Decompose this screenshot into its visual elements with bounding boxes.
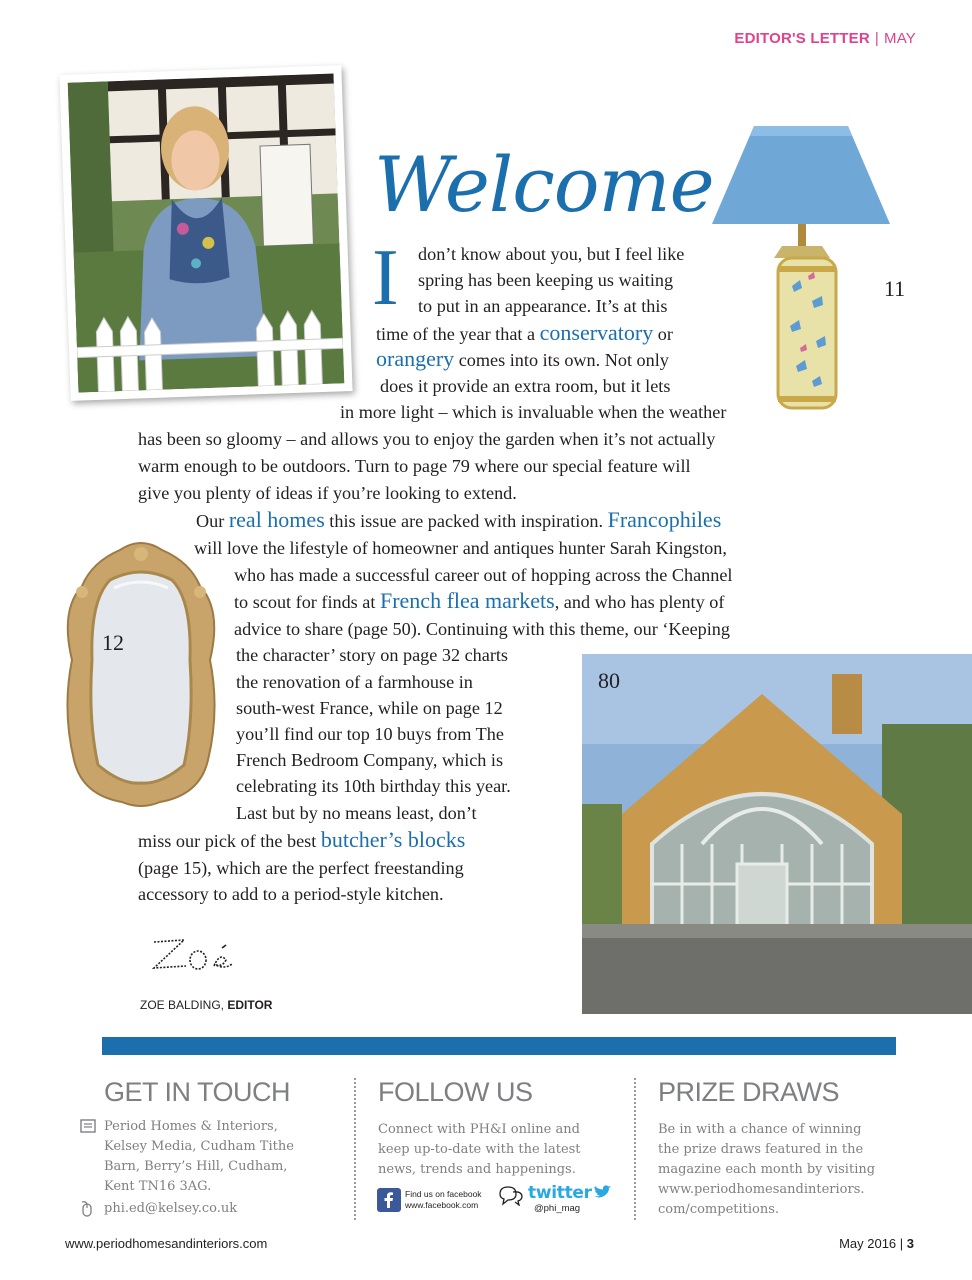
real-homes-link: real homes — [228, 507, 325, 532]
get-in-touch-heading: GET IN TOUCH — [104, 1077, 291, 1107]
editor-byline: ZOE BALDING, EDITOR — [140, 998, 273, 1012]
body-line: miss our pick of the best butcher’s blocks — [138, 827, 466, 852]
contact-email[interactable]: phi.ed@kelsey.co.uk — [104, 1201, 238, 1216]
twitter-bird-icon — [593, 1185, 611, 1204]
column-divider — [354, 1078, 356, 1220]
issue-month: MAY — [884, 30, 916, 47]
prize-draws-heading: PRIZE DRAWS — [658, 1077, 840, 1107]
body-line: accessory to add to a period-style kitchen. — [138, 884, 444, 904]
body-line: south-west France, while on page 12 — [236, 698, 503, 718]
conservatory-photo — [582, 654, 972, 1014]
lamp-page-ref: 11 — [884, 276, 906, 301]
orangery-link: orangery — [376, 346, 455, 371]
body-line: French Bedroom Company, which is — [236, 750, 504, 770]
body-line: warm enough to be outdoors. Turn to page 79 where our special feature will — [138, 456, 691, 476]
header-divider: | — [874, 30, 879, 47]
body-line: will love the lifestyle of homeowner and antiques hunter Sarah Kingston, — [194, 538, 727, 558]
butchers-blocks-link: butcher’s blocks — [320, 827, 466, 852]
body-line: (page 15), which are the perfect freestanding — [138, 858, 464, 878]
body-line: the character’ story on page 32 charts — [236, 645, 509, 665]
body-line: has been so gloomy – and allows you to enjoy the garden when it’s not actually — [138, 429, 716, 449]
follow-us-heading: FOLLOW US — [378, 1077, 533, 1107]
mirror-page-ref: 12 — [102, 630, 124, 655]
facebook-icon[interactable] — [377, 1188, 401, 1212]
drop-cap: I — [372, 234, 399, 322]
body-line: spring has been keeping us waiting — [418, 270, 674, 290]
body-line: advice to share (page 50). Continuing with this theme, our ‘Keeping — [234, 619, 730, 639]
footer-website[interactable]: www.periodhomesandinteriors.com — [65, 1236, 268, 1251]
facebook-link[interactable]: Find us on facebook www.facebook.com — [405, 1189, 482, 1210]
body-line: the renovation of a farmhouse in — [236, 672, 473, 692]
footer-date-page: May 2016 | 3 — [839, 1236, 914, 1251]
speech-bubble-icon — [496, 1184, 526, 1211]
mouse-icon — [80, 1201, 94, 1222]
prize-draws-text: Be in with a chance of winning the prize draws featured in the magazine each month by visiting www.periodhomesandinteriors. com/competitions. — [658, 1122, 876, 1217]
butterfly-lamp-image — [712, 126, 890, 416]
body-line: give you plenty of ideas if you’re looking to extend. — [138, 483, 517, 503]
follow-us-text: Connect with PH&I online and keep up-to-date with the latest news, trends and happenings. — [378, 1122, 581, 1177]
twitter-handle[interactable]: @phi_mag — [534, 1203, 581, 1214]
editor-photo — [59, 65, 352, 401]
page-number: 3 — [906, 1236, 914, 1251]
section-divider-bar — [102, 1037, 896, 1055]
body-line: don’t know about you, but I feel like — [418, 244, 685, 264]
body-line: does it provide an extra room, but it lets — [380, 376, 671, 396]
body-line: to scout for finds at French flea markets, and who has plenty of — [234, 588, 725, 613]
section-name: EDITOR'S LETTER — [734, 30, 870, 47]
body-line: orangery comes into its own. Not only — [376, 346, 669, 371]
body-line: in more light – which is invaluable when the weather — [340, 402, 727, 422]
conservatory-link: conservatory — [539, 320, 654, 345]
body-line: Last but by no means least, don’t — [236, 803, 477, 823]
contact-address: Period Homes & Interiors, Kelsey Media, Cudham Tithe Barn, Berry’s Hill, Cudham, Kent TN16 3AG. — [104, 1119, 294, 1194]
flea-markets-link: French flea markets — [379, 588, 555, 613]
body-line: you’ll find our top 10 buys from The — [236, 724, 504, 744]
conservatory-page-ref: 80 — [598, 668, 620, 693]
page-title: Welcome — [374, 140, 714, 229]
section-header — [734, 30, 916, 47]
gilt-mirror-image — [60, 540, 222, 808]
mail-icon — [80, 1119, 96, 1138]
column-divider — [634, 1078, 636, 1220]
body-line: who has made a successful career out of hopping across the Channel — [234, 565, 733, 585]
body-line: celebrating its 10th birthday this year. — [236, 776, 511, 796]
body-line: to put in an appearance. It’s at this — [418, 296, 668, 316]
editor-signature — [142, 930, 237, 985]
body-line: time of the year that a conservatory or — [376, 320, 673, 345]
body-line: Our real homes this issue are packed with inspiration. Francophiles — [196, 507, 722, 532]
francophiles-link: Francophiles — [607, 507, 722, 532]
twitter-logo[interactable]: twitter — [528, 1183, 592, 1203]
